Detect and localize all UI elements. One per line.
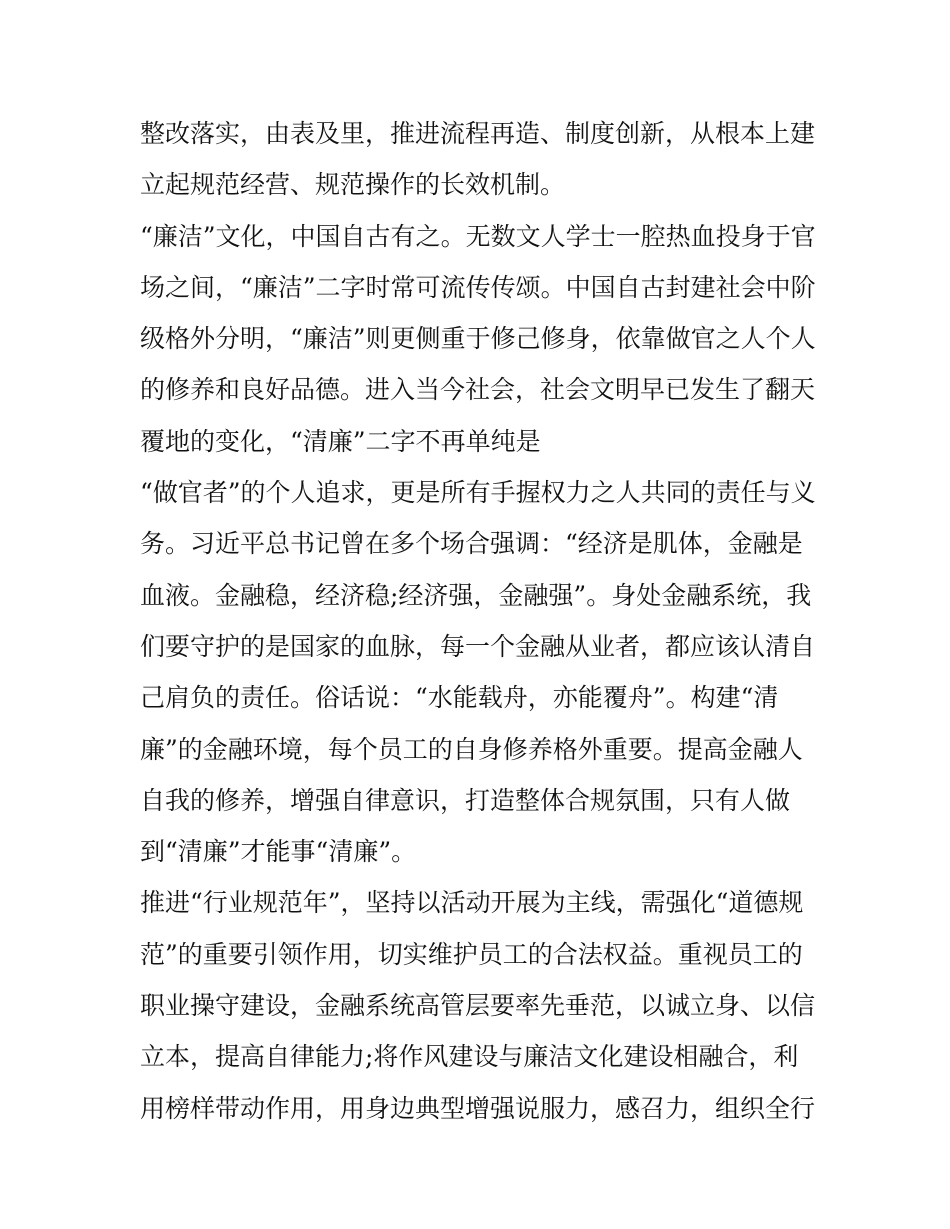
- text-line: 场之间，“廉洁”二字时常可流传传颂。中国自古封建社会中阶: [140, 272, 816, 302]
- text-line: 范”的重要引领作用，切实维护员工的合法权益。重视员工的: [140, 939, 803, 969]
- document-body: [140, 108, 830, 1134]
- text-line: 己肩负的责任。俗话说：“水能载舟，亦能覆舟”。构建“清: [140, 683, 779, 713]
- text-line: 的修养和良好品德。进入当今社会，社会文明早已发生了翻天: [140, 375, 816, 405]
- text-line: 用榜样带动作用，用身边典型增强说服力，感召力，组织全行: [140, 1093, 816, 1123]
- text-line: 立起规范经营、规范操作的长效机制。: [140, 170, 566, 200]
- text-line: 廉”的金融环境，每个员工的自身修养格外重要。提高金融人: [140, 734, 803, 764]
- text-line: 推进“行业规范年”，坚持以活动开展为主线，需强化“道德规: [140, 888, 804, 918]
- text-line: “廉洁”文化，中国自古有之。无数文人学士一腔热血投身于官: [140, 221, 816, 251]
- text-line: 立本，提高自律能力;将作风建设与廉洁文化建设相融合，利: [140, 1042, 799, 1072]
- text-line: 自我的修养，增强自律意识，打造整体合规氛围，只有人做: [140, 785, 791, 815]
- text-line: 覆地的变化，“清廉”二字不再单纯是: [140, 426, 541, 456]
- text-line: 级格外分明，“廉洁”则更侧重于修己修身，依靠做官之人个人: [140, 324, 816, 354]
- text-line: 务。习近平总书记曾在多个场合强调：“经济是肌体，金融是: [140, 529, 803, 559]
- text-line: 们要守护的是国家的血脉，每一个金融从业者，都应该认清自: [140, 631, 816, 661]
- text-line: “做官者”的个人追求，更是所有手握权力之人共同的责任与义: [140, 478, 816, 508]
- text-line: 到“清廉”才能事“清廉”。: [140, 837, 417, 867]
- text-line: 整改落实，由表及里，推进流程再造、制度创新，从根本上建: [140, 119, 816, 148]
- text-line: 职业操守建设，金融系统高管层要率先垂范，以诚立身、以信: [140, 991, 816, 1021]
- text-line: 血液。金融稳，经济稳;经济强，金融强”。身处金融系统，我: [140, 580, 812, 610]
